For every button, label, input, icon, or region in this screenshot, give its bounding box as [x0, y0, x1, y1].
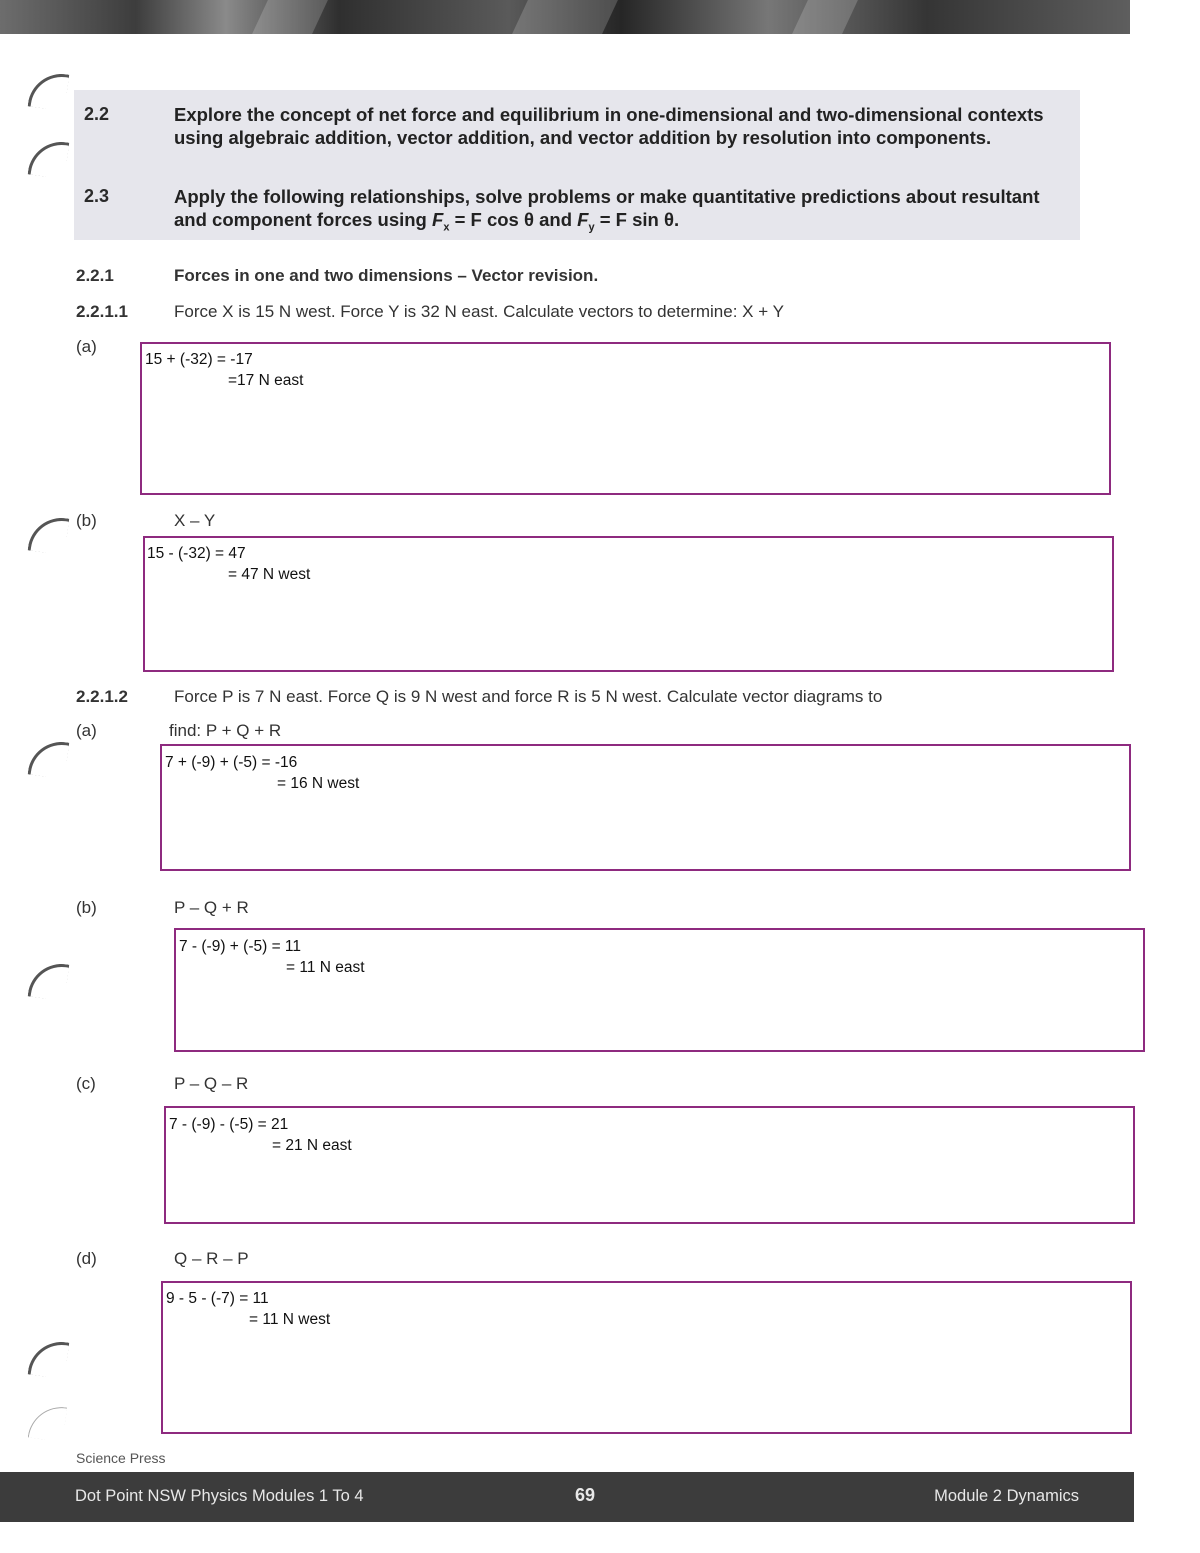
- module-name: Module 2 Dynamics: [934, 1487, 1079, 1505]
- top-banner-image: [0, 0, 1130, 34]
- answer-box[interactable]: [164, 1106, 1135, 1224]
- section-title: Forces in one and two dimensions – Vector revision.: [174, 266, 599, 285]
- question-prompt: Force X is 15 N west. Force Y is 32 N east. Calculate vectors to determine: X + Y: [174, 302, 784, 321]
- binder-hole-mark: [28, 1338, 70, 1380]
- question-prompt: Force P is 7 N east. Force Q is 9 N west and force R is 5 N west. Calculate vector diagrams to: [174, 687, 883, 706]
- book-title: Dot Point NSW Physics Modules 1 To 4: [75, 1487, 364, 1505]
- answer-line: 9 - 5 - (-7) = 11: [166, 1290, 269, 1307]
- part-expression: Q – R – P: [174, 1249, 249, 1268]
- binder-hole-mark: [28, 514, 70, 556]
- answer-box[interactable]: [140, 342, 1111, 495]
- binder-hole-mark: [28, 70, 70, 112]
- answer-line: = 47 N west: [228, 566, 311, 583]
- answer-line: 7 - (-9) + (-5) = 11: [179, 938, 302, 955]
- force-symbol: F: [577, 209, 589, 230]
- answer-box[interactable]: [161, 1281, 1132, 1434]
- binder-hole-mark: [28, 738, 70, 780]
- answer-line: = 16 N west: [277, 775, 360, 792]
- force-symbol: F: [432, 209, 444, 230]
- part-label: (d): [76, 1249, 97, 1268]
- answer-box[interactable]: [174, 928, 1145, 1052]
- part-expression: find: P + Q + R: [169, 721, 282, 740]
- answer-line: = 11 N east: [286, 959, 365, 976]
- part-label: (a): [76, 721, 97, 740]
- formula-text: = F cos θ and: [449, 209, 578, 230]
- page-number: 69: [575, 1485, 596, 1505]
- page-footer: [0, 1472, 1134, 1522]
- binder-hole-mark: [28, 138, 70, 180]
- outcome-text: Explore the concept of net force and equilibrium in one-dimensional and two-dimensional contexts using algebraic addition, vector addition, and vector addition by resolution into components.: [174, 104, 1044, 148]
- answer-line: = 11 N west: [249, 1311, 331, 1328]
- question-number: 2.2.1.2: [76, 687, 128, 706]
- outcome-text-start: Apply the following relationships, solve problems or make quantitative predictions about resultant and component forces using: [174, 186, 1040, 230]
- binder-hole-mark: [28, 1403, 68, 1443]
- answer-line: = 21 N east: [272, 1137, 352, 1154]
- part-label: (b): [76, 898, 97, 917]
- outcome-number: 2.2: [84, 104, 110, 124]
- answer-line: 15 + (-32) = -17: [145, 351, 253, 368]
- part-expression: X – Y: [174, 511, 216, 530]
- force-subscript: x: [443, 221, 450, 234]
- part-label: (b): [76, 511, 97, 530]
- question-number: 2.2.1.1: [76, 302, 128, 321]
- answer-line: 7 - (-9) - (-5) = 21: [169, 1116, 289, 1133]
- answer-line: 15 - (-32) = 47: [147, 545, 246, 562]
- part-label: (c): [76, 1074, 96, 1093]
- answer-box[interactable]: [160, 744, 1131, 871]
- section-number: 2.2.1: [76, 266, 114, 285]
- binder-hole-mark: [28, 960, 70, 1002]
- answer-line: 7 + (-9) + (-5) = -16: [165, 754, 298, 771]
- force-subscript: y: [588, 221, 595, 234]
- formula-text: = F sin θ.: [594, 209, 680, 230]
- outcome-text: [174, 185, 1074, 240]
- part-expression: P – Q + R: [174, 898, 249, 917]
- part-expression: P – Q – R: [174, 1074, 249, 1093]
- answer-line: =17 N east: [228, 372, 304, 389]
- publisher-name: Science Press: [76, 1450, 166, 1466]
- answer-box[interactable]: [143, 536, 1114, 672]
- part-label: (a): [76, 337, 97, 356]
- outcome-number: 2.3: [84, 186, 110, 206]
